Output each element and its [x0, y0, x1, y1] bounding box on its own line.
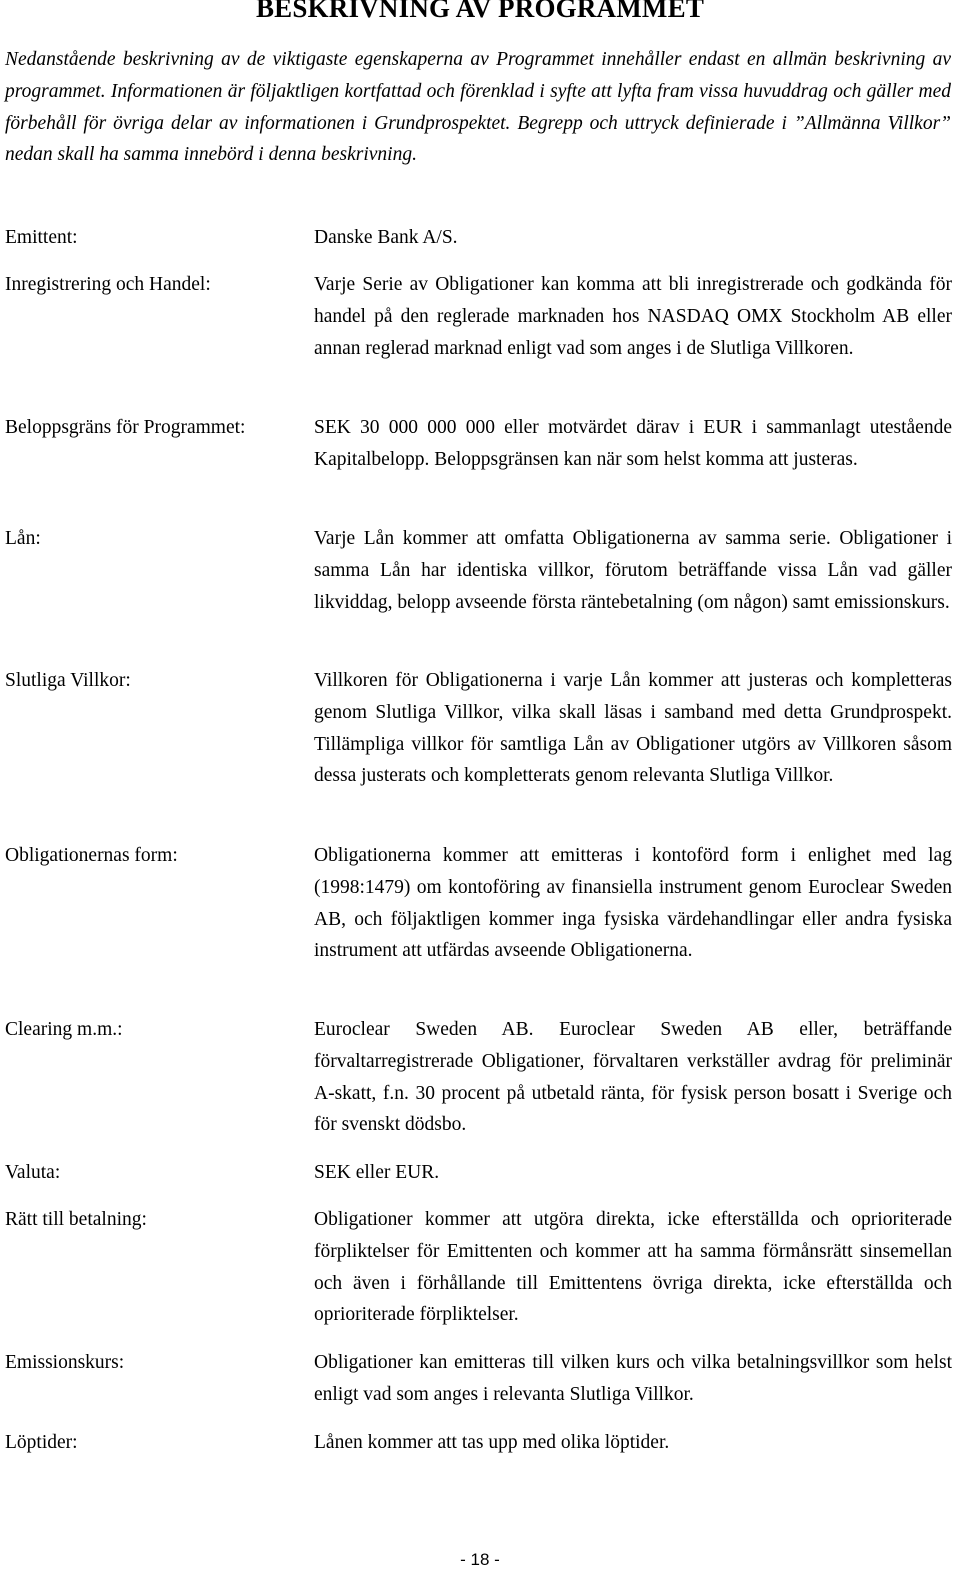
term-value: Varje Lån kommer att omfatta Obligationerna av samma serie. Obligationer i samma Lån har identiska villkor, förutom beträffande vissa Lån vad gäller likviddag, belopp avseende första räntebetalning (om någon) samt emissionskurs.	[314, 528, 952, 613]
term-value: Danske Bank A/S.	[314, 227, 458, 248]
term-value: Obligationerna kommer att emitteras i kontoförd form i enlighet med lag (1998:1479) om kontoföring av finansiella instrument genom Euroclear Sweden AB, och följaktligen kommer inga fysiska värdehandlingar eller andra fysiska instrument att utfärdas avseende Obligationerna.	[314, 845, 952, 962]
term-label: Inregistrering och Handel:	[5, 274, 211, 295]
term-label: Emissionskurs:	[5, 1352, 125, 1373]
term-label: Lån:	[5, 528, 41, 549]
term-value: Obligationer kommer att utgöra direkta, icke efterställda och oprioriterade förpliktelser för Emittenten och kommer att ha samma förmånsrätt sinsemellan och även i förhållande till Emittentens övriga direkta, icke efterställda och oprioriterade förpliktelser.	[314, 1209, 952, 1326]
term-label: Rätt till betalning:	[5, 1209, 147, 1230]
page-number: - 18 -	[460, 1550, 500, 1569]
term-label: Clearing m.m.:	[5, 1019, 123, 1040]
term-label: Valuta:	[5, 1162, 61, 1183]
term-label: Slutliga Villkor:	[5, 670, 131, 691]
term-label: Löptider:	[5, 1432, 78, 1453]
term-label: Beloppsgräns för Programmet:	[5, 417, 246, 438]
document-heading: BESKRIVNING AV PROGRAMMET	[255, 0, 705, 23]
term-value: SEK 30 000 000 000 eller motvärdet därav i EUR i sammanlagt utestående Kapitalbelopp. Beloppsgränsen kan när som helst komma att justeras.	[314, 417, 952, 470]
term-value: Varje Serie av Obligationer kan komma att bli inregistrerade och godkända för handel på den reglerade marknaden hos NASDAQ OMX Stockholm AB eller annan reglerad marknad enligt vad som anges i de Slutliga Villkoren.	[314, 274, 952, 359]
term-value: Villkoren för Obligationerna i varje Lån kommer att justeras och kompletteras genom Slutliga Villkor, vilka skall läsas i samband med detta Grundprospekt. Tillämpliga villkor för samtliga Lån av Obligationer utgörs av Villkoren såsom dessa justerats och kompletterats genom relevanta Slutliga Villkor.	[314, 670, 952, 787]
term-label: Obligationernas form:	[5, 845, 178, 866]
term-label: Emittent:	[5, 227, 78, 248]
term-value: SEK eller EUR.	[314, 1162, 440, 1183]
term-value: Lånen kommer att tas upp med olika löptider.	[314, 1432, 670, 1453]
term-value: Euroclear Sweden AB. Euroclear Sweden AB eller, beträffande förvaltarregistrerade Obligationer, förvaltaren verkställer avdrag för preliminär A-skatt, f.n. 30 procent på utbetald ränta, för fysisk person bosatt i Sverige och för svenskt dödsbo.	[314, 1019, 952, 1136]
intro-paragraph: Nedanstående beskrivning av de viktigaste egenskaperna av Programmet innehåller endast en allmän beskrivning av programmet. Informationen är följaktligen kortfattad och förenklad i syfte att lyfta fram vissa huvuddrag och gäller med förbehåll för övriga delar av informationen i Grundprospektet. Begrepp och uttryck definierade i ”Allmänna Villkor” nedan skall ha samma innebörd i denna beskrivning.	[5, 49, 951, 166]
term-value: Obligationer kan emitteras till vilken kurs och vilka betalningsvillkor som helst enligt vad som anges i relevanta Slutliga Villkor.	[314, 1352, 952, 1405]
